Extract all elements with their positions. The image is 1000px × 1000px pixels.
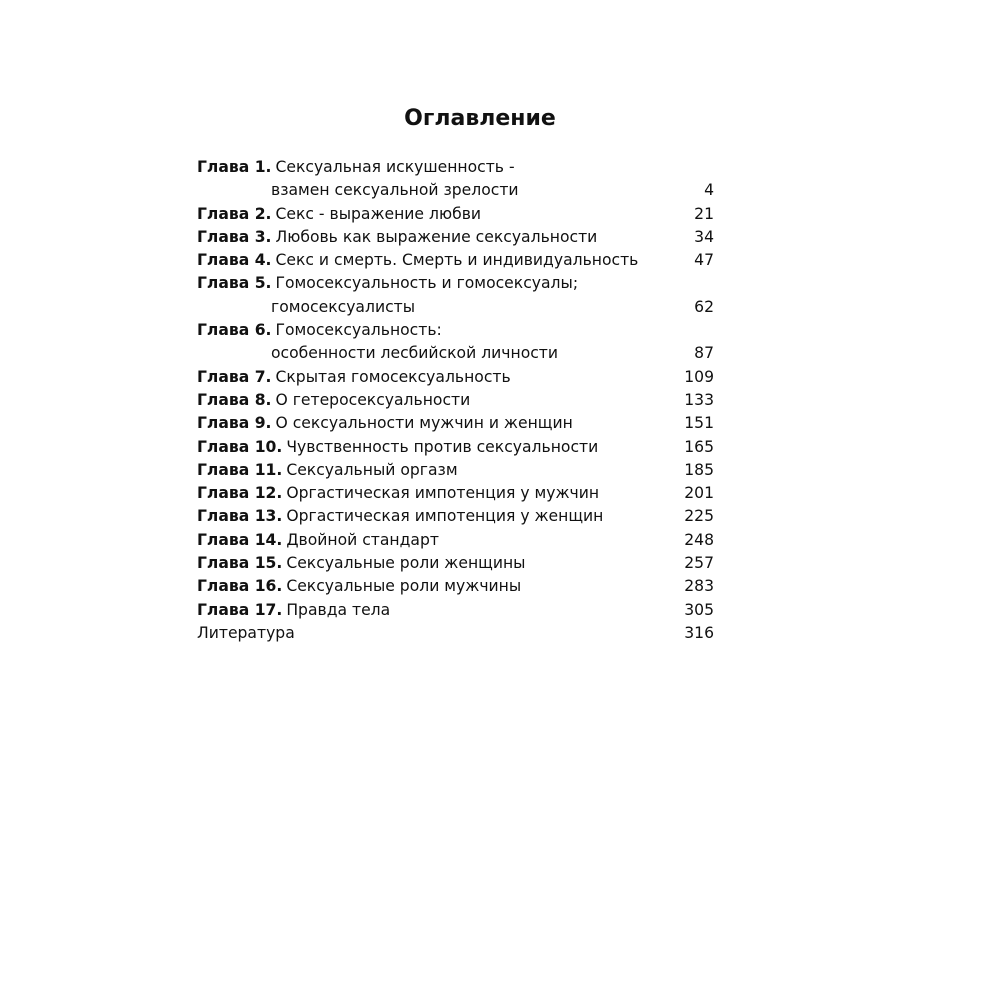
toc-line bbox=[197, 156, 714, 179]
chapter-title-continuation: взамен сексуальной зрелости bbox=[271, 181, 519, 200]
page-number: 283 bbox=[684, 577, 714, 596]
table-of-contents bbox=[197, 156, 714, 645]
chapter-title: Сексуальная искушенность - bbox=[275, 158, 515, 176]
toc-line bbox=[197, 599, 714, 622]
toc-line bbox=[197, 552, 714, 575]
page-number: 257 bbox=[684, 554, 714, 573]
chapter-title: Сексуальный оргазм bbox=[286, 460, 458, 479]
chapter-title: Литература bbox=[197, 623, 295, 642]
toc-line bbox=[197, 319, 714, 342]
chapter-title: Любовь как выражение сексуальности bbox=[275, 227, 598, 246]
chapter-title: Оргастическая импотенция у мужчин bbox=[286, 484, 600, 503]
toc-entry bbox=[197, 366, 714, 389]
chapter-title: Сексуальные роли мужчины bbox=[286, 577, 522, 596]
chapter-label: Глава 2. bbox=[197, 204, 272, 223]
toc-line-continuation bbox=[197, 342, 714, 365]
toc-entry bbox=[197, 529, 714, 552]
chapter-label: Глава 14. bbox=[197, 530, 283, 549]
chapter-label: Глава 15. bbox=[197, 554, 283, 573]
toc-line bbox=[197, 412, 714, 435]
toc-entry bbox=[197, 505, 714, 528]
page-number: 62 bbox=[694, 297, 714, 316]
toc-line-continuation bbox=[197, 296, 714, 319]
chapter-title: О гетеросексуальности bbox=[275, 390, 471, 409]
page-number: 165 bbox=[684, 437, 714, 456]
page-number: 316 bbox=[684, 623, 714, 642]
page-title: Оглавление bbox=[404, 106, 556, 131]
chapter-label: Глава 6. bbox=[197, 321, 272, 340]
toc-entry bbox=[197, 226, 714, 249]
toc-entry bbox=[197, 412, 714, 435]
toc-line bbox=[197, 389, 714, 412]
toc-line bbox=[197, 505, 714, 528]
toc-entry bbox=[197, 203, 714, 226]
page-number: 47 bbox=[694, 251, 714, 270]
chapter-label: Глава 10. bbox=[197, 437, 283, 456]
toc-line bbox=[197, 575, 714, 598]
page-number: 248 bbox=[684, 530, 714, 549]
toc-entry bbox=[197, 459, 714, 482]
page-number: 151 bbox=[684, 414, 714, 433]
page-number: 225 bbox=[684, 507, 714, 526]
toc-entry bbox=[197, 599, 714, 622]
chapter-title: Секс - выражение любви bbox=[275, 204, 482, 223]
toc-line bbox=[197, 459, 714, 482]
chapter-label: Глава 4. bbox=[197, 251, 272, 270]
page-number: 34 bbox=[694, 227, 714, 246]
toc-entry bbox=[197, 436, 714, 459]
page-number: 201 bbox=[684, 484, 714, 503]
chapter-label: Глава 13. bbox=[197, 507, 283, 526]
toc-entry bbox=[197, 552, 714, 575]
page-number: 4 bbox=[704, 181, 714, 200]
page-number: 87 bbox=[694, 344, 714, 363]
toc-entry bbox=[197, 272, 714, 319]
toc-line bbox=[197, 249, 714, 272]
chapter-title: Правда тела bbox=[286, 600, 391, 619]
chapter-label: Глава 1. bbox=[197, 158, 272, 176]
page-number: 185 bbox=[684, 460, 714, 479]
chapter-label: Глава 12. bbox=[197, 484, 283, 503]
toc-entry bbox=[197, 575, 714, 598]
toc-entry bbox=[197, 482, 714, 505]
toc-line-continuation bbox=[197, 179, 714, 202]
chapter-title: Гомосексуальность и гомосексуалы; bbox=[275, 274, 579, 293]
chapter-label: Глава 8. bbox=[197, 390, 272, 409]
page-number: 133 bbox=[684, 390, 714, 409]
chapter-title: Чувственность против сексуальности bbox=[286, 437, 599, 456]
chapter-label: Глава 5. bbox=[197, 274, 272, 293]
chapter-label: Глава 11. bbox=[197, 460, 283, 479]
chapter-label: Глава 16. bbox=[197, 577, 283, 596]
toc-line bbox=[197, 482, 714, 505]
chapter-label: Глава 9. bbox=[197, 414, 272, 433]
toc-entry bbox=[197, 156, 714, 203]
chapter-title-continuation: гомосексуалисты bbox=[271, 297, 416, 316]
toc-entry bbox=[197, 249, 714, 272]
chapter-label: Глава 3. bbox=[197, 227, 272, 246]
toc-entry bbox=[197, 622, 714, 645]
toc-line bbox=[197, 529, 714, 552]
chapter-title: Гомосексуальность: bbox=[275, 321, 442, 340]
page-number: 305 bbox=[684, 600, 714, 619]
chapter-title: О сексуальности мужчин и женщин bbox=[275, 414, 573, 433]
chapter-title: Сексуальные роли женщины bbox=[286, 554, 526, 573]
toc-line bbox=[197, 203, 714, 226]
chapter-title: Оргастическая импотенция у женщин bbox=[286, 507, 604, 526]
toc-line bbox=[197, 272, 714, 295]
toc-line bbox=[197, 622, 714, 645]
toc-line bbox=[197, 366, 714, 389]
page-number: 109 bbox=[684, 367, 714, 386]
chapter-title: Скрытая гомосексуальность bbox=[275, 367, 511, 386]
toc-entry bbox=[197, 319, 714, 366]
chapter-label: Глава 17. bbox=[197, 600, 283, 619]
chapter-title: Двойной стандарт bbox=[286, 530, 439, 549]
chapter-title-continuation: особенности лесбийской личности bbox=[271, 344, 559, 363]
chapter-label: Глава 7. bbox=[197, 367, 272, 386]
toc-line bbox=[197, 226, 714, 249]
toc-entry bbox=[197, 389, 714, 412]
chapter-title: Секс и смерть. Смерть и индивидуальность bbox=[275, 251, 639, 270]
page-number: 21 bbox=[694, 204, 714, 223]
toc-line bbox=[197, 436, 714, 459]
